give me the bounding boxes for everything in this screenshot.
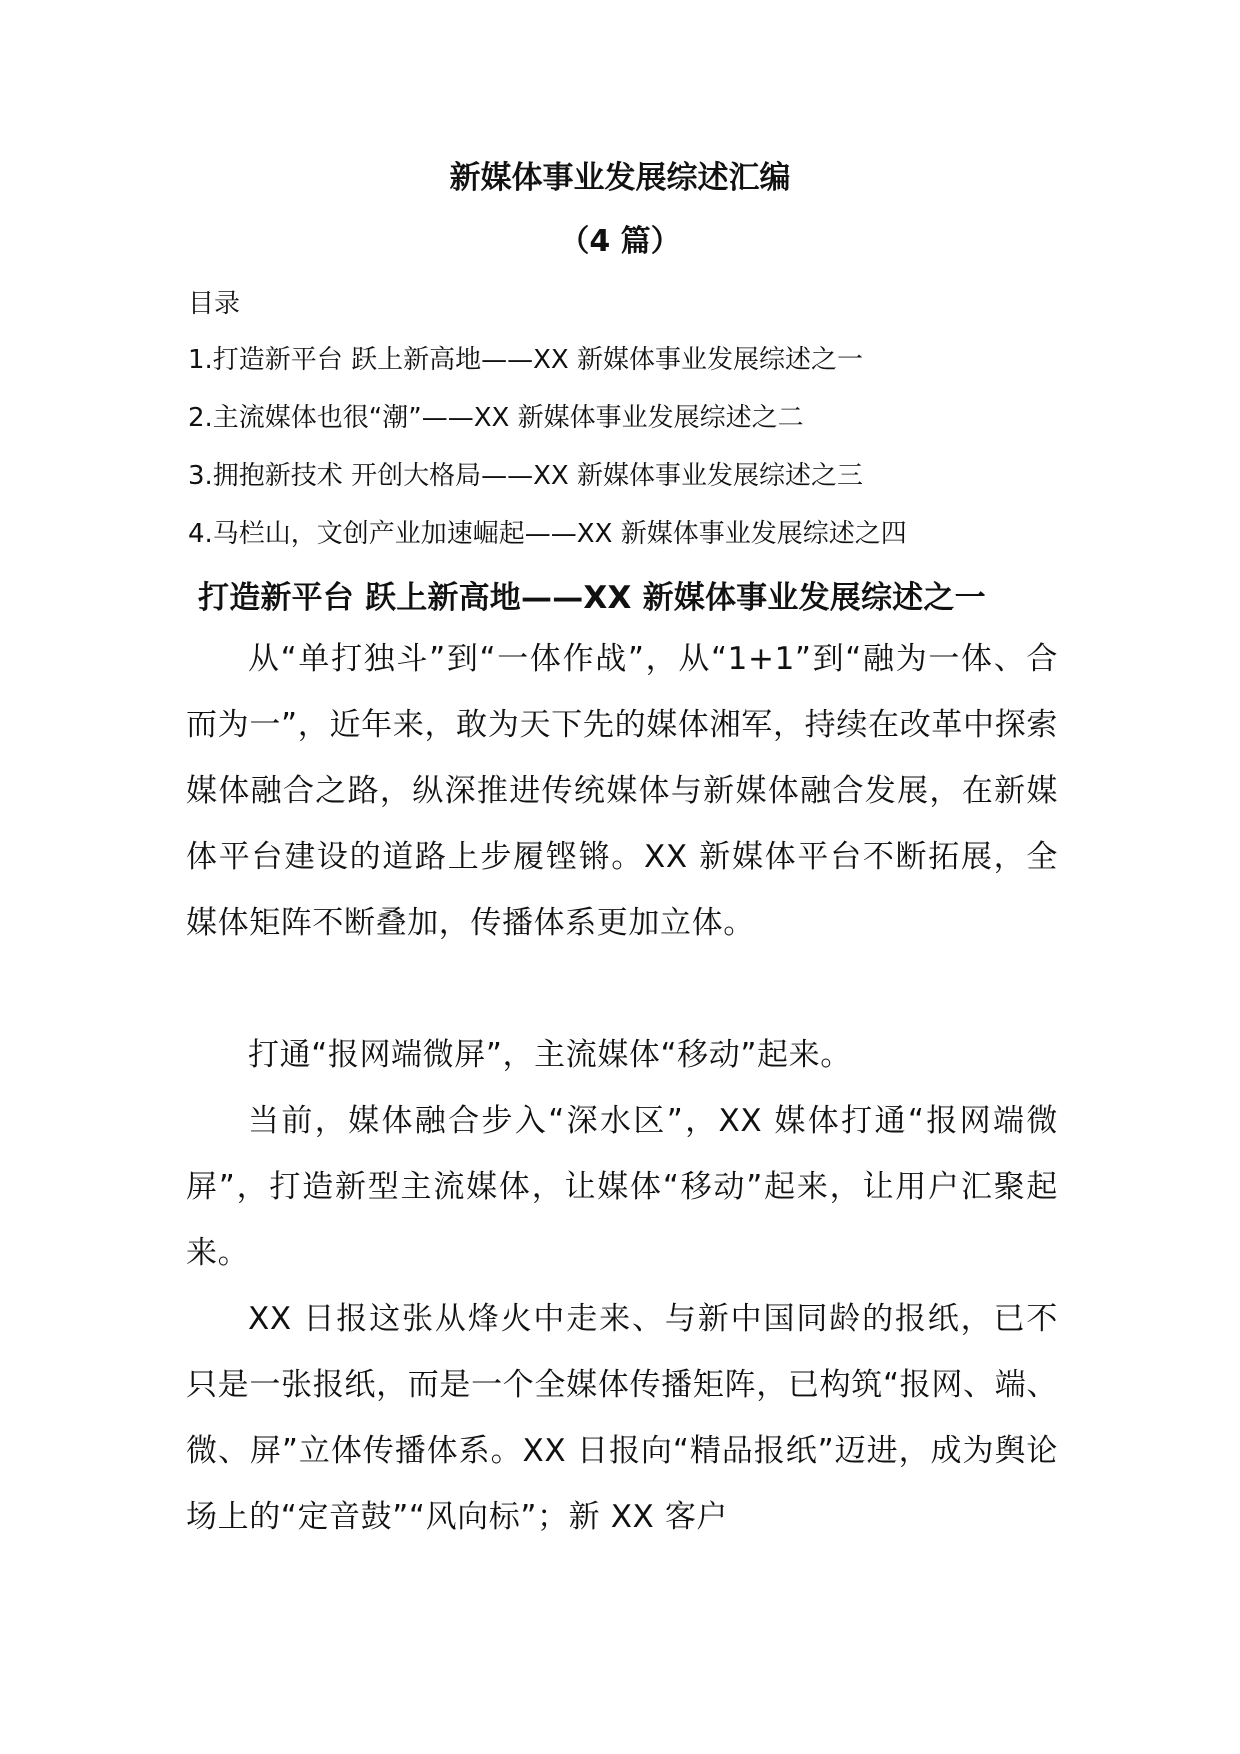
- toc-item: 1.打造新平台 跃上新高地——XX 新媒体事业发展综述之一: [188, 345, 863, 375]
- toc-item: 3.拥抱新技术 开创大格局——XX 新媒体事业发展综述之三: [188, 461, 863, 491]
- toc-label: 目录: [188, 289, 241, 319]
- body-paragraph: [186, 1022, 1058, 1088]
- body-paragraph: [186, 626, 1058, 956]
- section-heading: 打造新平台 跃上新高地——XX 新媒体事业发展综述之一: [198, 580, 986, 616]
- body-paragraph: [186, 1088, 1058, 1286]
- document-subtitle: （4 篇）: [559, 224, 681, 259]
- document-title: 新媒体事业发展综述汇编: [449, 160, 791, 196]
- toc-item: 4.马栏山，文创产业加速崛起——XX 新媒体事业发展综述之四: [188, 519, 907, 549]
- paragraph-text: XX 日报这张从烽火中走来、与新中国同龄的报纸，已不只是一张报纸，而是一个全媒体传播矩阵，已构筑“报网、端、微、屏”立体传播体系。XX 日报向“精品报纸”迈进，成为舆论场上的“定音鼓”“风向标”；新 XX 客户: [186, 1301, 1058, 1535]
- paragraph-text: 当前，媒体融合步入“深水区”，XX 媒体打通“报网端微屏”，打造新型主流媒体，让媒体“移动”起来，让用户汇聚起来。: [186, 1103, 1058, 1271]
- body-paragraph: [186, 1286, 1058, 1550]
- toc-item: 2.主流媒体也很“潮”——XX 新媒体事业发展综述之二: [188, 403, 804, 433]
- paragraph-text: 打通“报网端微屏”，主流媒体“移动”起来。: [248, 1037, 852, 1073]
- paragraph-text: 从“单打独斗”到“一体作战”，从“1+1”到“融为一体、合而为一”，近年来，敢为天下先的媒体湘军，持续在改革中探索媒体融合之路，纵深推进传统媒体与新媒体融合发展，在新媒体平台建设的道路上步履铿锵。XX 新媒体平台不断拓展，全媒体矩阵不断叠加，传播体系更加立体。: [186, 641, 1058, 941]
